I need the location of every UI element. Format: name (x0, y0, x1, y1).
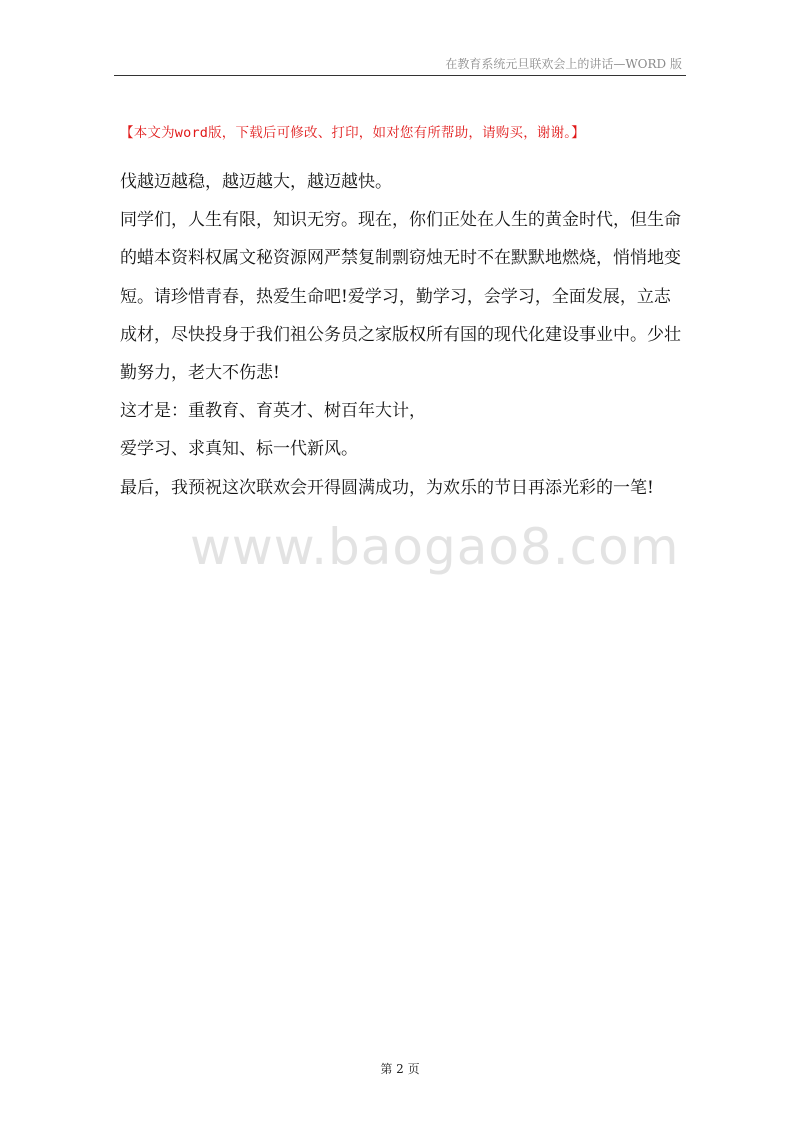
document-body (120, 163, 685, 507)
paragraph-5: 最后，我预祝这次联欢会开得圆满成功，为欢乐的节日再添光彩的一笔! (120, 477, 654, 498)
purchase-notice: 【本文为word版，下载后可修改、打印，如对您有所帮助，请购买，谢谢。】 (120, 125, 585, 141)
paragraph-2: 同学们，人生有限，知识无穷。现在，你们正处在人生的黄金时代，但生命的蜡本资料权属文秘资源网严禁复制剽窃烛无时不在默默地燃烧，悄悄地变短。请珍惜青春，热爱生命吧!爱学习，勤学习，会学习，全面发展，立志成材，尽快投身于我们祖公务员之家版权所有国的现代化建设事业中。少壮勤努力，老大不伤悲! (120, 210, 681, 384)
paragraph-1: 伐越迈越稳，越迈越大，越迈越快。 (120, 172, 392, 192)
paragraph-3: 这才是：重教育、育英才、树百年大计， (120, 401, 426, 422)
paragraph-4: 爱学习、求真知、标一代新风。 (120, 439, 358, 460)
page-number: 第 2 页 (380, 1062, 420, 1076)
header-divider (114, 75, 686, 76)
watermark-text: www.baogao8.com (190, 518, 680, 576)
header-title: 在教育系统元旦联欢会上的讲话—WORD 版 (445, 57, 682, 71)
